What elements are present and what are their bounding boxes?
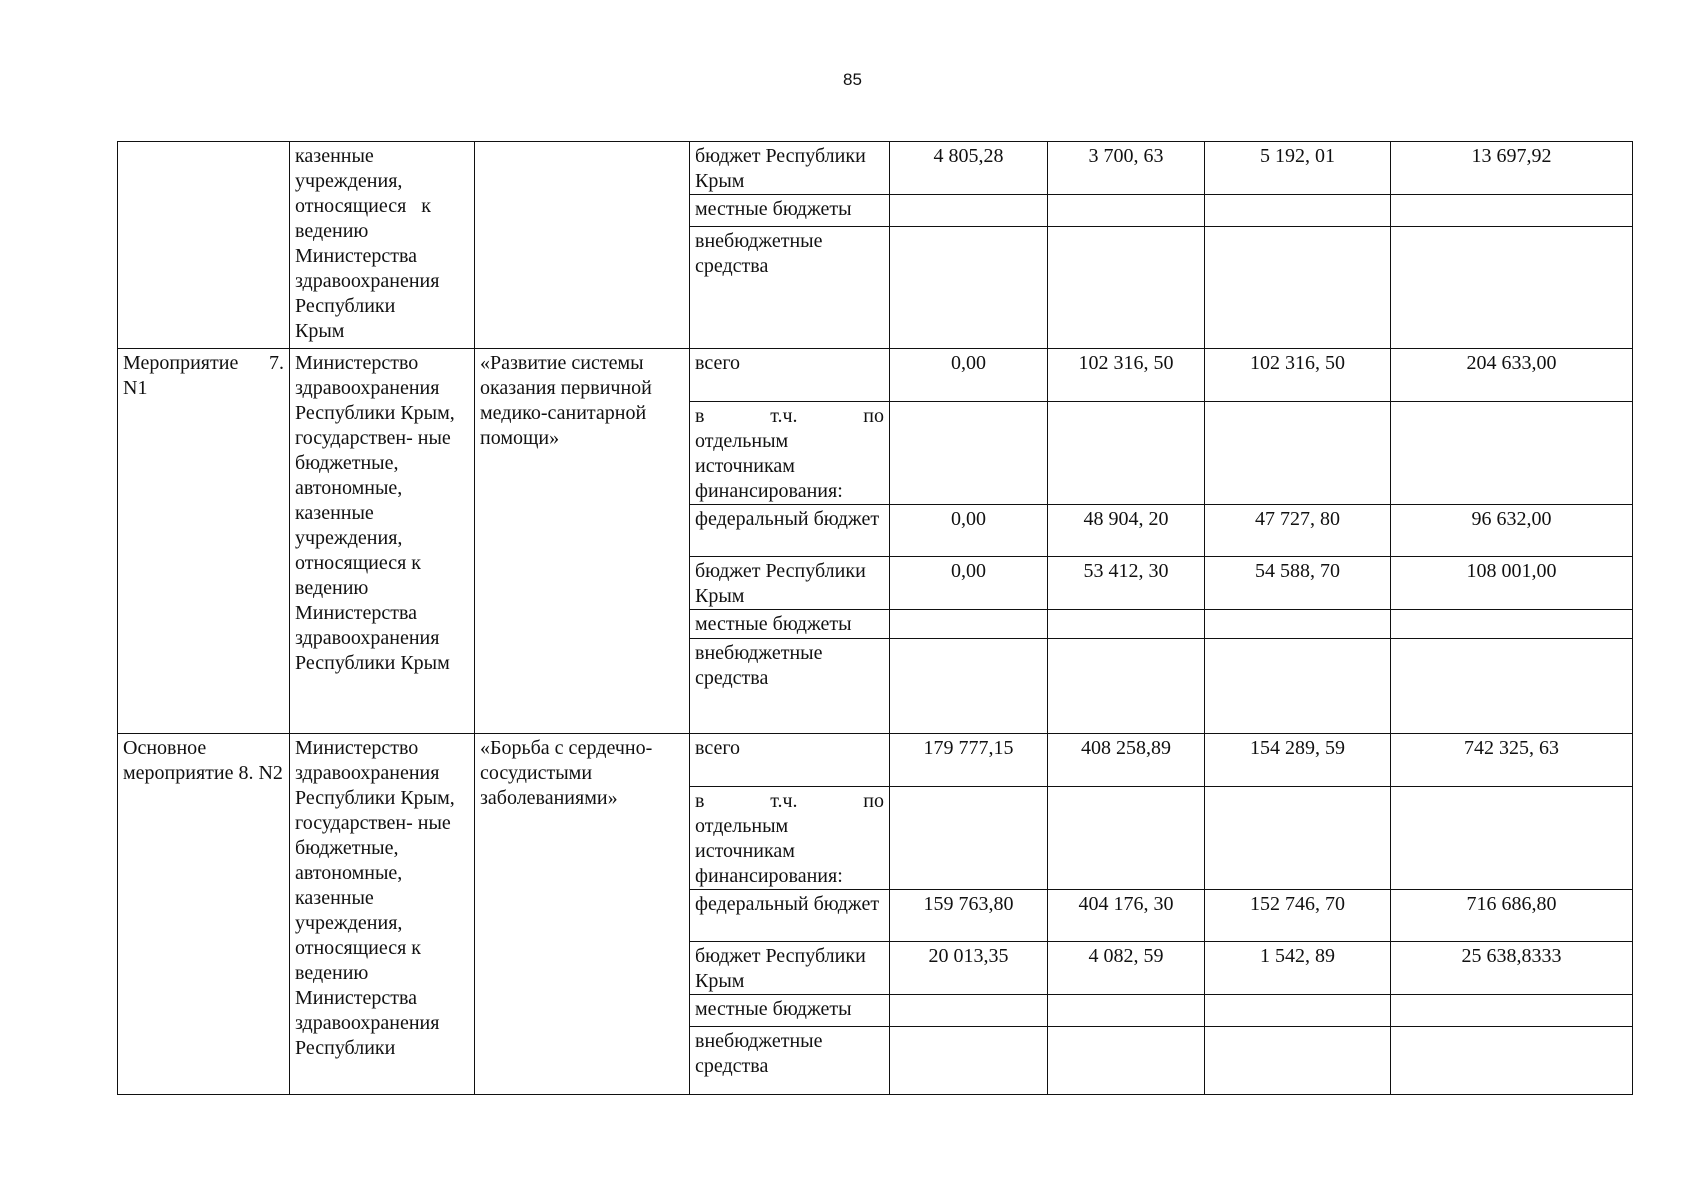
value-cell [1048, 787, 1205, 890]
measure-name-cell: Мероприятие 7. N1 [118, 349, 290, 734]
executor-line: казенные [295, 145, 374, 167]
value-cell [890, 195, 1048, 227]
value-cell: 716 686,80 [1391, 890, 1633, 942]
value-cell [1391, 195, 1633, 227]
value-cell [1205, 1027, 1391, 1095]
source-incl [690, 787, 890, 890]
value-cell [1205, 402, 1391, 505]
value-cell [1205, 639, 1391, 734]
value-cell: 5 192, 01 [1205, 142, 1391, 195]
value-cell [1048, 402, 1205, 505]
source-republic: бюджет Республики Крым [690, 142, 890, 195]
value-cell [890, 995, 1048, 1027]
value-cell: 0,00 [890, 349, 1048, 402]
value-cell: 179 777,15 [890, 734, 1048, 787]
source-extra: внебюджетные средства [690, 639, 890, 734]
executor-line: Крым [295, 320, 345, 342]
source-local: местные бюджеты [690, 995, 890, 1027]
source-incl-rest: отдельным источникам финансирования: [695, 815, 843, 887]
value-cell [1048, 995, 1205, 1027]
program-cell [475, 142, 690, 349]
source-extra: внебюджетные средства [690, 1027, 890, 1095]
value-cell: 204 633,00 [1391, 349, 1633, 402]
value-cell: 152 746, 70 [1205, 890, 1391, 942]
value-cell: 1 542, 89 [1205, 942, 1391, 995]
executor-cell [290, 142, 475, 349]
measure-name-cell: Основное мероприятие 8. N2 [118, 734, 290, 1095]
value-cell: 108 001,00 [1391, 557, 1633, 610]
source-incl-word: в [695, 790, 705, 812]
value-cell: 25 638,8333 [1391, 942, 1633, 995]
value-cell: 154 289, 59 [1205, 734, 1391, 787]
value-cell: 3 700, 63 [1048, 142, 1205, 195]
value-cell [1048, 1027, 1205, 1095]
source-incl-word: по [863, 790, 884, 812]
value-cell: 13 697,92 [1391, 142, 1633, 195]
value-cell: 96 632,00 [1391, 505, 1633, 557]
source-local: местные бюджеты [690, 195, 890, 227]
value-cell [1391, 402, 1633, 505]
value-cell: 408 258,89 [1048, 734, 1205, 787]
value-cell [1048, 195, 1205, 227]
value-cell [1391, 227, 1633, 349]
executor-cell: Министерство здравоохранения Республики Крым, государствен- ные бюджетные, автономные, казенные учреждения, относящиеся к ведению Министерства здравоохранения Республики Крым [290, 349, 475, 734]
value-cell [1048, 610, 1205, 639]
executor-cell: Министерство здравоохранения Республики Крым, государствен- ные бюджетные, автономные, казенные учреждения, относящиеся к ведению Министерства здравоохранения Республики [290, 734, 475, 1095]
source-incl-word: в [695, 405, 705, 427]
source-republic: бюджет Республики Крым [690, 942, 890, 995]
value-cell [890, 787, 1048, 890]
value-cell [890, 402, 1048, 505]
value-cell [1205, 195, 1391, 227]
page-number: 85 [843, 70, 862, 89]
value-cell: 4 082, 59 [1048, 942, 1205, 995]
value-cell [1391, 995, 1633, 1027]
source-local: местные бюджеты [690, 610, 890, 639]
executor-line: Республики [295, 295, 396, 317]
value-cell [890, 227, 1048, 349]
source-incl-word: т.ч. [770, 405, 798, 427]
table-row [118, 349, 1633, 402]
value-cell [890, 639, 1048, 734]
source-federal: федеральный бюджет [690, 890, 890, 942]
value-cell: 102 316, 50 [1048, 349, 1205, 402]
value-cell: 0,00 [890, 557, 1048, 610]
value-cell: 102 316, 50 [1205, 349, 1391, 402]
value-cell: 47 727, 80 [1205, 505, 1391, 557]
program-cell: «Развитие системы оказания первичной медико-санитарной помощи» [475, 349, 690, 734]
value-cell [1391, 610, 1633, 639]
source-incl [690, 402, 890, 505]
source-total: всего [690, 734, 890, 787]
value-cell: 54 588, 70 [1205, 557, 1391, 610]
source-federal: федеральный бюджет [690, 505, 890, 557]
executor-line: Министерства [295, 245, 418, 267]
value-cell: 48 904, 20 [1048, 505, 1205, 557]
source-republic: бюджет Республики Крым [690, 557, 890, 610]
value-cell [890, 1027, 1048, 1095]
value-cell: 404 176, 30 [1048, 890, 1205, 942]
value-cell [1048, 227, 1205, 349]
source-incl-word: по [863, 405, 884, 427]
value-cell [1205, 995, 1391, 1027]
source-extra: внебюджетные средства [690, 227, 890, 349]
value-cell: 4 805,28 [890, 142, 1048, 195]
source-total: всего [690, 349, 890, 402]
value-cell: 742 325, 63 [1391, 734, 1633, 787]
program-cell: «Борьба с сердечно-сосудистыми заболеваниями» [475, 734, 690, 1095]
value-cell [1205, 787, 1391, 890]
executor-line: ведению [295, 220, 369, 242]
value-cell: 0,00 [890, 505, 1048, 557]
value-cell [1205, 227, 1391, 349]
value-cell: 53 412, 30 [1048, 557, 1205, 610]
measure-name-cell [118, 142, 290, 349]
value-cell: 159 763,80 [890, 890, 1048, 942]
executor-line: учреждения, [295, 170, 403, 192]
value-cell [1391, 639, 1633, 734]
value-cell [1205, 610, 1391, 639]
source-incl-rest: отдельным источникам финансирования: [695, 430, 843, 502]
value-cell [1391, 787, 1633, 890]
table-row [118, 142, 1633, 195]
value-cell [1048, 639, 1205, 734]
source-incl-word: т.ч. [770, 790, 798, 812]
value-cell: 20 013,35 [890, 942, 1048, 995]
table-row [118, 734, 1633, 787]
budget-table [117, 141, 1633, 1095]
executor-line: здравоохранения [295, 270, 440, 292]
executor-line: относящиеся к [295, 195, 432, 217]
value-cell [890, 610, 1048, 639]
value-cell [1391, 1027, 1633, 1095]
